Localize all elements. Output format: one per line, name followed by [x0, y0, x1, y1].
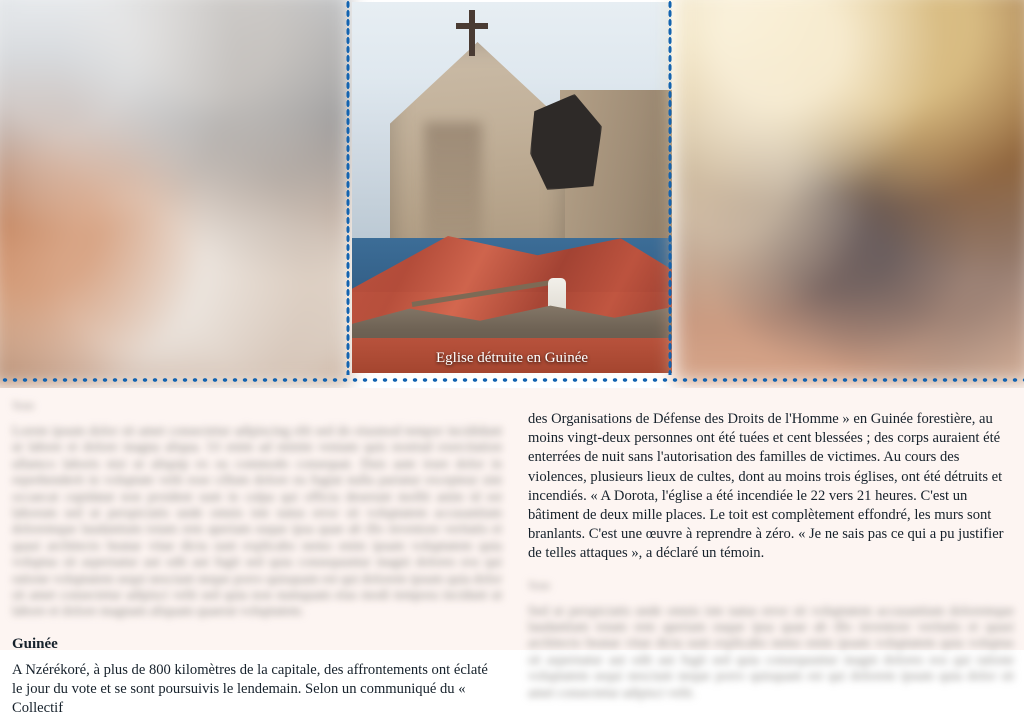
crowd-photo [0, 0, 350, 386]
left-redacted-label: Texte [12, 401, 35, 412]
article-body [0, 388, 1024, 717]
dotted-divider-right [668, 0, 672, 375]
left-redacted-text: Lorem ipsum dolor sit amet consectetur adipiscing elit sed do eiusmod tempor incididunt ut labore et dolore magna aliqua. Ut enim ad minim veniam quis nostrud exercitation ullamco laboris nisi ut aliquip ex ea commodo consequat. Duis aute irure dolor in reprehenderit in voluptate velit esse cillum dolore eu fugiat nulla pariatur excepteur sint occaecat cupidatat non proident sunt in culpa qui officia deserunt mollit anim id est laborum sed ut perspiciatis unde omnis iste natus error sit voluptatem accusantium doloremque laudantium totam rem aperiam eaque ipsa quae ab illo inventore veritatis et quasi architecto beatae vitae dicta sunt explicabo nemo enim ipsam voluptatem quia voluptas sit aspernatur aut odit aut fugit sed quia consequuntur magni dolores eos qui ratione voluptatem sequi nesciunt neque porro quisquam est qui dolorem ipsum quia dolor sit amet consectetur adipisci velit sed quia non numquam eius modi tempora incidunt ut labore et dolore magnam aliquam quaerat voluptatem. [12, 423, 502, 619]
right-redacted-text: Sed ut perspiciatis unde omnis iste natus error sit voluptatem accusantium doloremque laudantium totam rem aperiam eaque ipsa quae ab illo inventore veritatis et quasi architecto beatae vitae dicta sunt explicabo nemo enim ipsam voluptatem quia voluptas sit aspernatur aut odit aut fugit sed quia consequuntur magni dolores eos qui ratione voluptatem sequi nesciunt neque porro quisquam est qui dolorem ipsum quia dolor sit amet consectetur adipisci velit. [528, 602, 1014, 700]
left-column [12, 400, 502, 718]
right-redacted-label: Texte [528, 580, 551, 592]
right-column [528, 410, 1014, 701]
dotted-divider-bottom [0, 376, 1024, 384]
section-heading: Guinée [12, 635, 58, 652]
dotted-divider-left [346, 0, 350, 375]
cross-icon [469, 10, 475, 56]
destroyed-church-photo [352, 2, 672, 373]
left-paragraph: A Nzérékoré, à plus de 800 kilomètres de la capitale, des affrontements ont éclaté le jour du vote et se sont poursuivis le lendemain. Selon un communiqué du « Collectif [12, 661, 488, 717]
church-interior-photo [674, 0, 1024, 383]
right-paragraph: des Organisations de Défense des Droits de l'Homme » en Guinée forestière, au moins vingt-deux personnes ont été tuées et cent blessées ; des corps auraient été enterrées de nuit sans l'autorisation des familles de victimes. Au cours des violences, plusieurs lieux de cultes, dont au moins trois églises, ont été détruits et incendiés. « A Dorota, l'église a été incendiée le 22 vers 21 heures. C'est un bâtiment de deux mille places. Le toit est complètement effondré, les murs sont branlants. C'est une œuvre à reprendre à zéro. « Je ne sais pas ce qui a pu justifier de telles attaques », a déclaré un témoin. [528, 411, 1004, 562]
photo-caption: Eglise détruite en Guinée [435, 350, 589, 366]
destroyed-church-photo-wrap [352, 0, 672, 375]
